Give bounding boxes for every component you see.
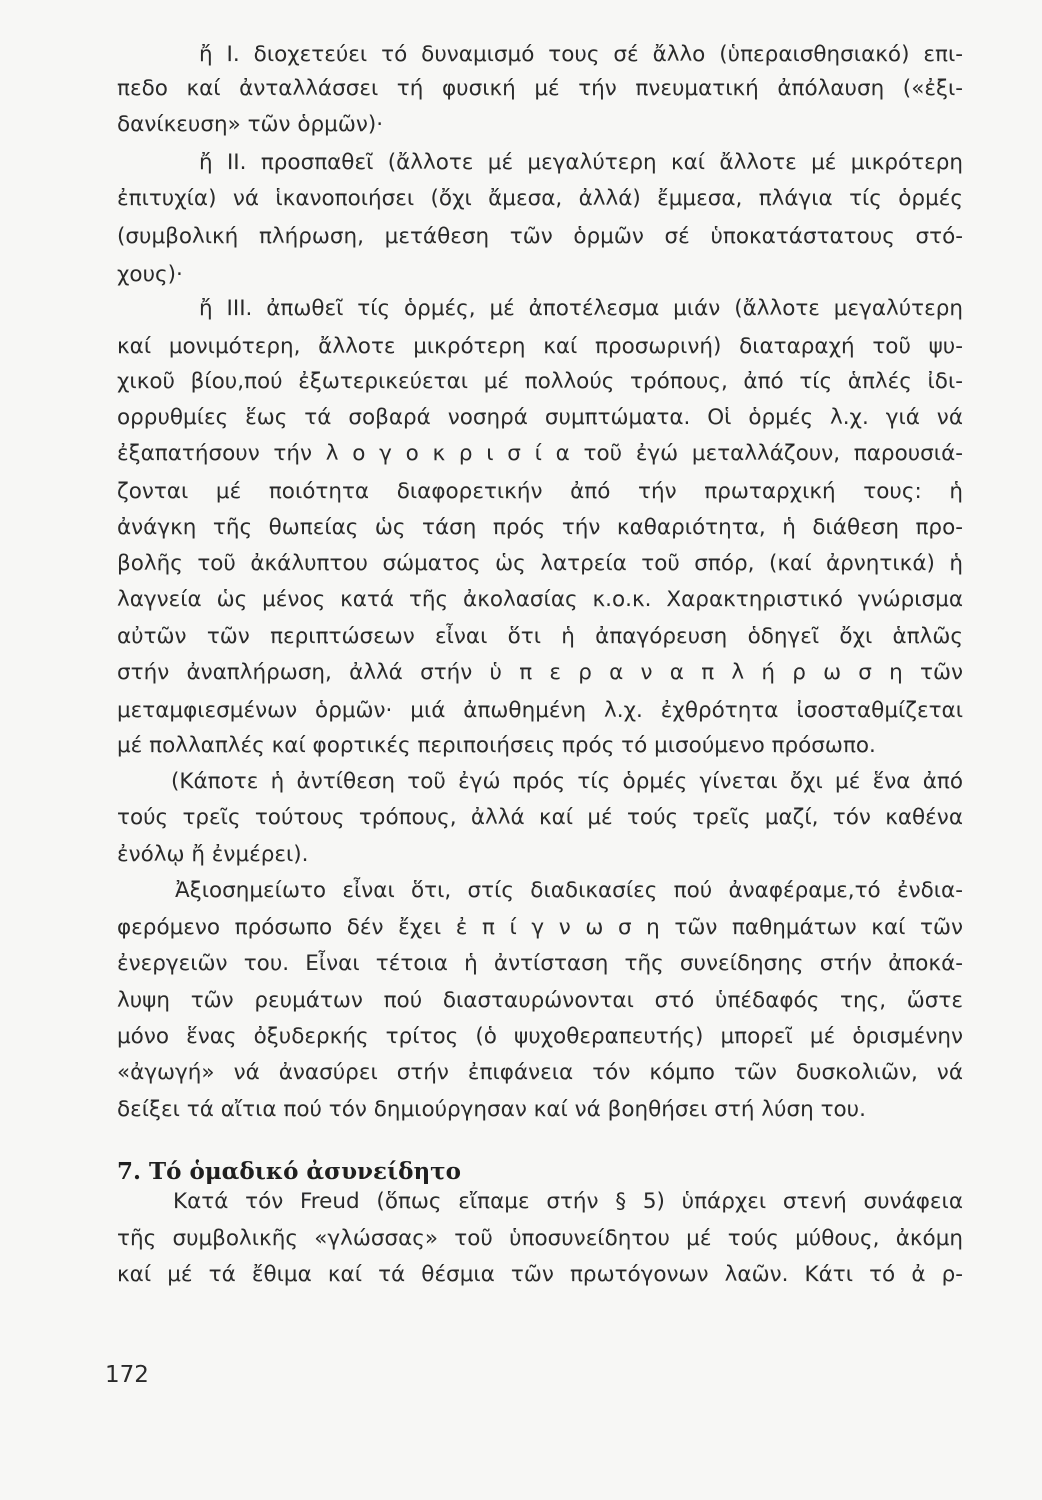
text-line: πεδο καί ἀνταλλάσσει τή φυσική μέ τήν πνευματική ἀπόλαυση («ἐξι- xyxy=(117,76,963,101)
text-line: δανίκευση» τῶν ὁρμῶν)· xyxy=(117,112,384,137)
text-line: μόνο ἕνας ὀξυδερκής τρίτος (ὁ ψυχοθεραπευτής) μπορεῖ μέ ὁρισμένην xyxy=(117,1024,963,1049)
text-line: χικοῦ βίου,πού ἐξωτερικεύεται μέ πολλούς τρόπους, ἀπό τίς ἁπλές ἰδι- xyxy=(117,369,963,394)
text-line: ορρυθμίες ἕως τά σοβαρά νοσηρά συμπτώματα. Οἱ ὁρμές λ.χ. γιά νά xyxy=(117,405,963,430)
text-line: ἀνάγκη τῆς θωπείας ὡς τάση πρός τήν καθαριότητα, ἡ διάθεση προ- xyxy=(117,515,963,540)
text-line: δείξει τά αἴτια πού τόν δημιούργησαν καί νά βοηθήσει στή λύση του. xyxy=(117,1097,866,1122)
text-line: χους)· xyxy=(117,262,183,287)
text-line: (συμβολική πλήρωση, μετάθεση τῶν ὁρμῶν σέ ὑποκατάστατους στό- xyxy=(117,224,963,249)
text-line: ἤ ΙΙ. προσπαθεῖ (ἄλλοτε μέ μεγαλύτερη καί ἄλλοτε μέ μικρότερη xyxy=(199,150,963,175)
text-line: ἤ Ι. διοχετεύει τό δυναμισμό τους σέ ἄλλο (ὑπεραισθησιακό) επι- xyxy=(199,42,963,67)
text-line: μέ πολλαπλές καί φορτικές περιποιήσεις πρός τό μισούμενο πρόσωπο. xyxy=(117,733,876,758)
text-line: τούς τρεῖς τούτους τρόπους, ἀλλά καί μέ τούς τρεῖς μαζί, τόν καθένα xyxy=(117,805,963,830)
text-line: Κατά τόν Freud (ὅπως εἴπαμε στήν § 5) ὑπάρχει στενή συνάφεια xyxy=(173,1189,963,1214)
text-line: «ἀγωγή» νά ἀνασύρει στήν ἐπιφάνεια τόν κόμπο τῶν δυσκολιῶν, νά xyxy=(117,1060,963,1085)
text-line: βολῆς τοῦ ἀκάλυπτου σώματος ὡς λατρεία τοῦ σπόρ, (καί ἀρνητικά) ἡ xyxy=(117,551,963,576)
text-line: καί μονιμότερη, ἄλλοτε μικρότερη καί προσωρινή) διαταραχή τοῦ ψυ- xyxy=(117,334,963,359)
text-line: (Κάποτε ἡ ἀντίθεση τοῦ ἐγώ πρός τίς ὁρμές γίνεται ὄχι μέ ἕνα ἀπό xyxy=(171,769,963,794)
text-line: ἐπιτυχία) νά ἱκανοποιήσει (ὄχι ἄμεσα, ἀλλά) ἔμμεσα, πλάγια τίς ὁρμές xyxy=(117,186,963,211)
text-line: λυψη τῶν ρευμάτων πού διασταυρώνονται στό ὑπέδαφός της, ὥστε xyxy=(117,988,963,1013)
section-heading: 7. Τό ὁμαδικό ἀσυνείδητο xyxy=(117,1158,461,1185)
text-line: ἐξαπατήσουν τήν λ ο γ ο κ ρ ι σ ί α τοῦ ἐγώ μεταλλάζουν, παρουσιά- xyxy=(117,441,963,466)
text-line: ζονται μέ ποιότητα διαφορετικήν ἀπό τήν πρωταρχική τους: ἡ xyxy=(117,479,963,504)
text-line: ἐνόλῳ ἤ ἐνμέρει). xyxy=(117,842,309,867)
text-line: ἐνεργειῶν του. Εἶναι τέτοια ἡ ἀντίσταση τῆς συνείδησης στήν ἀποκά- xyxy=(117,951,963,976)
text-line: ἤ ΙΙΙ. ἀπωθεῖ τίς ὁρμές, μέ ἀποτέλεσμα μιάν (ἄλλοτε μεγαλύτερη xyxy=(199,296,963,321)
text-line: στήν ἀναπλήρωση, ἀλλά στήν ὑ π ε ρ α ν α π λ ή ρ ω σ η τῶν xyxy=(117,660,963,685)
text-line: φερόμενο πρόσωπο δέν ἔχει ἐ π ί γ ν ω σ η τῶν παθημάτων καί τῶν xyxy=(117,915,963,940)
page-number: 172 xyxy=(105,1362,149,1388)
text-line: λαγνεία ὡς μένος κατά τῆς ἀκολασίας κ.ο.κ. Χαρακτηριστικό γνώρισμα xyxy=(117,587,963,612)
text-line: καί μέ τά ἔθιμα καί τά θέσμια τῶν πρωτόγονων λαῶν. Κάτι τό ἀ ρ- xyxy=(117,1262,963,1287)
text-line: τῆς συμβολικῆς «γλώσσας» τοῦ ὑποσυνείδητου μέ τούς μύθους, ἀκόμη xyxy=(117,1226,963,1251)
text-line: μεταμφιεσμένων ὁρμῶν· μιά ἀπωθημένη λ.χ. ἐχθρότητα ἰσοσταθμίζεται xyxy=(117,698,963,723)
text-line: Ἀξιοσημείωτο εἶναι ὅτι, στίς διαδικασίες πού ἀναφέραμε,τό ἐνδια- xyxy=(175,878,963,903)
text-line: αὐτῶν τῶν περιπτώσεων εἶναι ὅτι ἡ ἀπαγόρευση ὁδηγεῖ ὄχι ἁπλῶς xyxy=(117,624,963,649)
